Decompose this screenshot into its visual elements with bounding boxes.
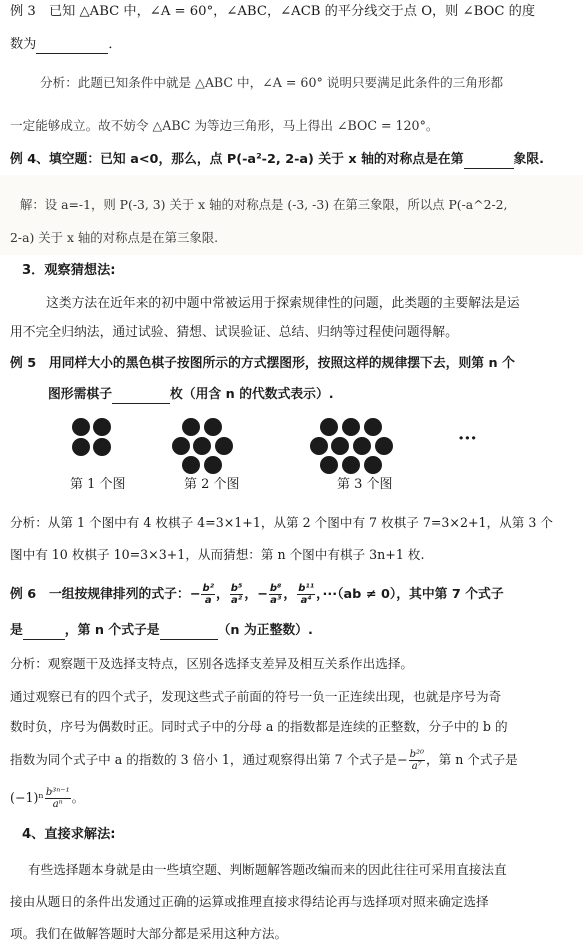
ex6-question-prefix: 例 6 一组按规律排列的式子： [10,587,190,602]
section4-title: 4、直接求解法: [22,827,116,842]
ex5-question-suffix: 枚（用含 n 的代数式表示）. [169,387,334,402]
chess-piece [193,437,211,455]
chess-piece [182,456,200,474]
chess-piece [320,456,338,474]
ex6-question-1: 例 6 一组按规律排列的式子：− $\frac{\text{b²}}{a}$ ， $\frac{\text{b⁵}}{\text{a²}}$ ，− $\frac{\text{b⁸}}{\text{a³}}$ ， $\frac{\text{b¹¹}}{\text{a⁴}}$ ，···（ab ≠ 0），其中第 7 个式子 [10,583,504,606]
figure-1 [72,418,132,478]
ex5-question-1: 例 5 用同样大小的黑色棋子按图所示的方式摆图形，按照这样的规律摆下去，则第 n 个 [10,356,515,371]
section3-p1: 这类方法在近年来的初中题中常被运用于探索规律性的问题，此类题的主要解法是运 [46,296,520,311]
ex5-question-prefix: 图形需棋子 [48,387,112,402]
chess-piece [93,418,111,436]
chess-piece [342,418,360,436]
chess-piece [320,418,338,436]
ex4-question [10,151,583,169]
caption-figure-2: 第 2 个图 [184,477,240,492]
ex6-q2-middle: ，第 n 个式子是 [64,623,160,638]
fraction [230,583,244,606]
fraction [297,583,315,606]
ex6-analysis-1: 分析：观察题干及选择支特点，区别各选择支差异及相互关系作出选择。 [10,656,413,671]
chess-piece [342,456,360,474]
numerator: b⁸ [269,583,282,594]
answer-blank [36,53,108,54]
ex3-analysis-2: 一定能够成立。故不妨令 △ABC 为等边三角形，马上得出 ∠BOC = 120°。 [10,118,439,133]
answer-blank [464,168,514,169]
numerator: b³ⁿ⁻¹ [45,787,70,798]
chess-piece [204,456,222,474]
answer-blank [160,639,218,640]
ex6-analysis-5-sign: (−1)ⁿ [10,790,44,805]
ex3-line1: 例 3 已知 △ABC 中，∠A = 60°，∠ABC，∠ACB 的平分线交于点 O，则 ∠BOC 的度 [10,4,536,19]
chess-piece [72,418,90,436]
fraction [269,583,283,606]
ex6-question-suffix: ，···（ab ≠ 0），其中第 7 个式子 [316,587,504,602]
fraction [409,749,425,772]
chess-piece [364,456,382,474]
term-3 [257,583,283,606]
ex3-analysis-1: 分析：此题已知条件中就是 △ABC 中，∠A = 60° 说明只要满足此条件的三角形都 [40,75,504,90]
term-sign: − [189,587,201,602]
caption-figure-1: 第 1 个图 [70,477,126,492]
ex5-analysis-2: 图中有 10 枚棋子 10=3×3+1，从而猜想：第 n 个图中有棋子 3n+1 枚. [10,547,425,562]
numerator: b⁵ [230,583,243,594]
ex6-analysis-4-text: 指数为同个式子中 a 的指数的 3 倍小 1，通过观察得出第 7 个式子是 [10,752,398,767]
chess-piece [215,437,233,455]
chess-piece [331,437,349,455]
numerator: b¹¹ [298,583,315,594]
chess-piece [375,437,393,455]
chess-piece [353,437,371,455]
ex6-analysis-5 [10,782,583,814]
numerator: b²⁰ [409,749,424,760]
denominator: a⁴ [300,595,312,606]
ex3-line2 [10,36,583,54]
caption-figure-3: 第 3 个图 [337,477,393,492]
ex5-question-2 [48,386,583,404]
term-sign: − [257,587,268,602]
ex4-question-end: 象限. [513,152,544,167]
ex6-analysis-5-tail: 。 [71,790,85,805]
denominator: a³ [270,595,282,606]
denominator: a² [231,595,243,606]
ex6-analysis-4-tail: ，第 n 个式子是 [426,752,518,767]
ex6-analysis-2: 通过观察已有的四个式子，发现这些式子前面的符号一负一正连续出现，也就是序号为奇 [10,689,502,704]
ex6-analysis-4: 指数为同个式子中 a 的指数的 3 倍小 1，通过观察得出第 7 个式子是− $\frac{\text{b²⁰}}{\text{a⁷}}$ ，第 n 个式子是 [10,749,518,772]
section4-p3: 项。我们在做解答题时大部分都是采用这种方法。 [10,926,288,941]
term-2 [229,583,245,606]
chess-piece [364,418,382,436]
ellipsis: ··· [458,428,477,449]
ex4-question-text: 例 4、填空题：已知 a<0，那么，点 P(-a²-2, 2-a) 关于 x 轴的对称点是在第 [10,152,464,167]
chess-piece [172,437,190,455]
chess-piece [93,438,111,456]
fraction [45,787,71,810]
chess-piece [204,418,222,436]
answer-blank [112,403,170,404]
answer-blank [23,639,65,640]
term-4 [296,583,316,606]
figure-3 [310,418,420,478]
chess-piece [310,437,328,455]
figure-2 [172,418,252,478]
denominator: aⁿ [52,799,63,810]
section3-p2: 用不完全归纳法，通过试验、猜想、试误验证、总结、归纳等过程使问题得解。 [10,325,458,340]
section4-p1: 有些选择题本身就是由一些填空题、判断题解答题改编而来的因此往往可采用直接法直 [28,862,507,877]
term-1 [189,583,216,606]
ex4-solution-1: 解：设 a=-1，则 P(-3, 3) 关于 x 轴的对称点是 (-3, -3) 在第三象限，所以点 P(-a^2-2, [20,197,508,212]
denominator: a⁷ [411,761,422,772]
denominator: a [204,595,212,606]
ex3-prefix: 数为 [10,37,37,52]
chess-piece [182,418,200,436]
ex5-analysis-1: 分析：从第 1 个图中有 4 枚棋子 4=3×1+1，从第 2 个图中有 7 枚棋子 7=3×2+1，从第 3 个 [10,515,553,530]
ex4-solution-2: 2-a) 关于 x 轴的对称点是在第三象限. [10,230,219,245]
ex6-question-2 [10,622,583,640]
numerator: b² [202,583,214,594]
section4-p2: 接由从题日的条件出发通过正确的运算或推理直接求得结论再与选择项对照来确定选择 [10,894,489,909]
section3-title: 3．观察猜想法: [22,263,116,278]
chess-piece [72,438,90,456]
ex3-suffix: ． [108,37,122,52]
ex6-q2-prefix: 是 [10,623,23,638]
ex6-q2-suffix: （n 为正整数）. [217,623,313,638]
fraction [201,583,215,606]
ex6-analysis-3: 数时负，序号为偶数时正。同时式子中的分母 a 的指数都是连续的正整数，分子中的 b 的 [10,719,508,734]
